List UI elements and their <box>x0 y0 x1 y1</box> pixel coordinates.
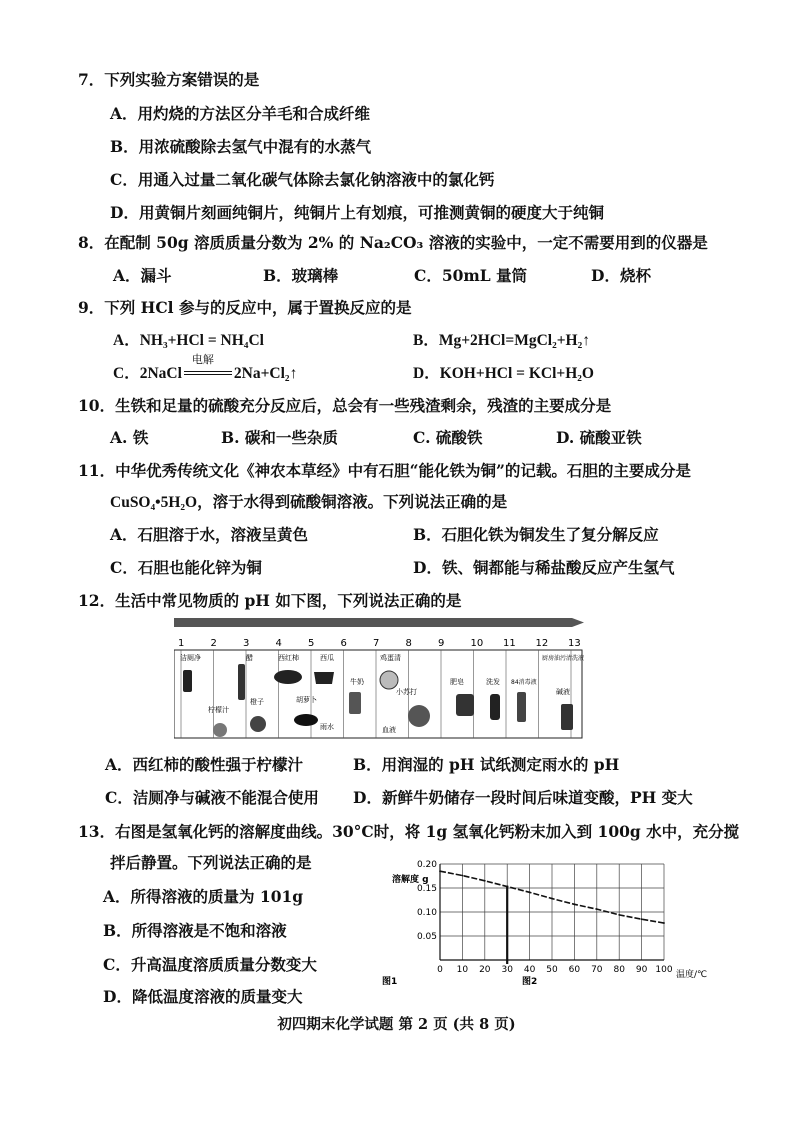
ph-number-10: 10 <box>470 638 484 649</box>
solubility-chart <box>382 856 722 986</box>
y-axis-label: 溶解度 g <box>392 875 429 885</box>
q13-option-b: B．所得溶液是不饱和溶液 <box>103 921 287 940</box>
q7-stem: 7．下列实验方案错误的是 <box>78 70 260 89</box>
ph-number-9: 9 <box>438 638 445 649</box>
q9-option-c <box>113 354 298 384</box>
x-tick-80: 80 <box>613 965 625 975</box>
ph-label-blood: 血液 <box>382 726 396 734</box>
x-tick-90: 90 <box>635 965 648 975</box>
ph-label-lemon: 柠檬汁 <box>208 706 229 714</box>
ph-number-12: 12 <box>535 638 549 649</box>
ph-label-84-disinfectant: 84消毒液 <box>511 679 537 686</box>
q11-option-a: A．石胆溶于水，溶液呈黄色 <box>110 525 309 544</box>
ph-arrow-bar <box>174 618 584 627</box>
page-footer: 初四期末化学试题 第 2 页 (共 8 页) <box>277 1016 516 1033</box>
ph-scale-figure <box>174 612 594 742</box>
q12-option-b: B．用润湿的 pH 试纸测定雨水的 pH <box>353 755 620 774</box>
q9-stem: 9．下列 HCl 参与的反应中，属于置换反应的是 <box>78 298 412 317</box>
y-tick-0.15: 0.15 <box>416 884 437 894</box>
bottle-icon <box>238 664 245 700</box>
q12-option-a: A．西红柿的酸性强于柠檬汁 <box>105 755 304 774</box>
y-tick-0.1: 0.10 <box>416 908 437 918</box>
q10-stem: 10．生铁和足量的硫酸充分反应后，总会有一些残渣剩余，残渣的主要成分是 <box>78 396 612 415</box>
q10-option-d: D. 硫酸亚铁 <box>556 428 642 447</box>
ph-label-carrot: 胡萝卜 <box>296 696 317 704</box>
ph-label-baking-soda: 小苏打 <box>396 688 417 696</box>
disinfectant-bottle-icon <box>517 692 526 722</box>
lemon-icon <box>213 723 227 737</box>
figure-label-1: 图1 <box>382 977 398 986</box>
ph-label-kitchen-cleaner: 厨房油污清洗液 <box>542 655 585 662</box>
x-axis-label: 温度/℃ <box>676 970 708 980</box>
ph-label-tomato: 西红柿 <box>278 654 299 662</box>
q8-stem: 8．在配制 50g 溶质质量分数为 2% 的 Na₂CO₃ 溶液的实验中，一定不需要用到的仪器是 <box>78 233 708 252</box>
ph-number-2: 2 <box>210 638 217 649</box>
ph-number-13: 13 <box>568 638 581 649</box>
y-tick-0.2: 0.20 <box>416 860 437 870</box>
x-tick-60: 60 <box>568 965 581 975</box>
q9-c-reactant: C．2NaCl <box>113 365 182 382</box>
q11-option-c: C．石胆也能化锌为铜 <box>110 558 262 577</box>
y-tick-0.05: 0.05 <box>416 932 437 942</box>
ph-number-1: 1 <box>178 638 185 649</box>
x-tick-labels <box>437 965 673 975</box>
data-point-70 <box>596 908 598 910</box>
q9-option-b: B．Mg+2HCl=MgCl₂+H₂↑ <box>413 332 591 349</box>
q11-option-b: B．石胆化铁为铜发生了复分解反应 <box>413 525 659 544</box>
q11-stem-line2: CuSO₄•5H₂O，溶于水得到硫酸铜溶液。下列说法正确的是 <box>110 494 508 511</box>
ph-label-shampoo: 洗发 <box>486 678 500 686</box>
ph-label-rainwater: 雨水 <box>320 723 334 731</box>
data-point-20 <box>484 880 486 882</box>
data-point-90 <box>641 918 643 920</box>
q13-stem-line2: 拌后静置。下列说法正确的是 <box>110 853 312 872</box>
q7-option-c: C．用通入过量二氧化碳气体除去氯化钠溶液中的氯化钙 <box>110 170 495 189</box>
x-tick-50: 50 <box>546 965 558 975</box>
x-tick-20: 20 <box>479 965 491 975</box>
ph-label-vinegar: 醋 <box>246 654 253 662</box>
ph-number-8: 8 <box>405 638 412 649</box>
q13-option-d: D．降低温度溶液的质量变大 <box>103 987 303 1006</box>
ph-number-row <box>178 638 581 649</box>
ph-label-orange: 橙子 <box>250 698 264 706</box>
watermelon-icon <box>314 672 334 684</box>
q7-option-d: D．用黄铜片刻画纯铜片，纯铜片上有划痕，可推测黄铜的硬度大于纯铜 <box>110 203 604 222</box>
data-point-100 <box>663 922 665 924</box>
q8-option-c: C．50mL 量筒 <box>414 266 528 285</box>
ph-label-soap: 肥皂 <box>450 678 464 686</box>
ph-number-7: 7 <box>373 638 380 649</box>
ph-label-cleaner: 洁厕净 <box>180 654 201 662</box>
q12-option-c: C．洁厕净与碱液不能混合使用 <box>105 788 319 807</box>
data-point-60 <box>574 903 576 905</box>
q8-option-b: B．玻璃棒 <box>263 266 339 285</box>
ph-number-3: 3 <box>243 638 250 649</box>
shampoo-bottle-icon <box>490 694 500 720</box>
x-tick-70: 70 <box>591 965 603 975</box>
data-point-0 <box>439 870 441 872</box>
q9-c-equals-line2 <box>184 374 232 375</box>
q8-option-d: D．烧杯 <box>591 266 651 285</box>
ph-label-watermelon: 西瓜 <box>320 654 334 662</box>
ph-number-5: 5 <box>308 638 315 649</box>
q12-option-d: D．新鲜牛奶储存一段时间后味道变酸，PH 变大 <box>353 788 693 807</box>
q10-option-b: B. 碳和一些杂质 <box>221 428 338 447</box>
q13-stem-line1: 13．右图是氢氧化钙的溶解度曲线。30°C时，将 1g 氢氧化钙粉末加入到 100g 水中，充分搅 <box>78 822 740 841</box>
q11-option-d: D．铁、铜都能与稀盐酸反应产生氢气 <box>413 558 675 577</box>
tomato-icon <box>274 670 302 684</box>
milk-bottle-icon <box>349 692 361 714</box>
ph-label-lye: 碱液 <box>556 688 570 696</box>
q9-c-condition: 电解 <box>191 354 214 366</box>
x-tick-30: 30 <box>501 965 513 975</box>
q10-option-a: A. 铁 <box>110 428 149 447</box>
q12-stem: 12．生活中常见物质的 pH 如下图，下列说法正确的是 <box>78 591 462 610</box>
q10-option-c: C. 硫酸铁 <box>413 428 483 447</box>
data-point-40 <box>529 891 531 893</box>
x-tick-40: 40 <box>523 965 536 975</box>
q11-stem-line1: 11．中华优秀传统文化《神农本草经》中有石胆“能化铁为铜”的记载。石胆的主要成分是 <box>78 461 691 480</box>
y-tick-labels <box>417 860 437 942</box>
q9-option-d: D．KOH+HCl = KCl+H₂O <box>413 365 594 382</box>
x-tick-0: 0 <box>437 965 443 975</box>
figure-label-2: 图2 <box>522 977 538 986</box>
q8-option-a: A．漏斗 <box>113 266 172 285</box>
soap-icon <box>456 694 474 716</box>
ph-number-4: 4 <box>275 638 282 649</box>
orange-icon <box>250 716 266 732</box>
q7-option-b: B．用浓硫酸除去氢气中混有的水蒸气 <box>110 137 372 156</box>
ph-number-11: 11 <box>503 638 516 649</box>
carrot-icon <box>294 714 318 726</box>
lye-bottle-icon <box>561 704 573 730</box>
ph-label-milk: 牛奶 <box>350 678 364 686</box>
data-point-80 <box>618 914 620 916</box>
ph-label-egg-white: 鸡蛋清 <box>380 654 401 662</box>
q13-option-c: C．升高温度溶质质量分数变大 <box>103 955 317 974</box>
x-tick-10: 10 <box>456 965 469 975</box>
data-point-50 <box>551 898 553 900</box>
data-point-10 <box>462 875 464 877</box>
q9-c-product: 2Na+Cl₂↑ <box>233 365 298 382</box>
egg-icon <box>380 671 398 689</box>
q13-option-a: A．所得溶液的质量为 101g <box>103 887 304 906</box>
baking-soda-icon <box>408 705 430 727</box>
q9-option-a: A．NH₃+HCl = NH₄Cl <box>113 332 264 349</box>
ph-number-6: 6 <box>340 638 347 649</box>
q9-c-equals-line <box>184 371 232 372</box>
q7-option-a: A．用灼烧的方法区分羊毛和合成纤维 <box>110 104 371 123</box>
x-tick-100: 100 <box>655 965 673 975</box>
bottle-icon <box>183 670 192 692</box>
